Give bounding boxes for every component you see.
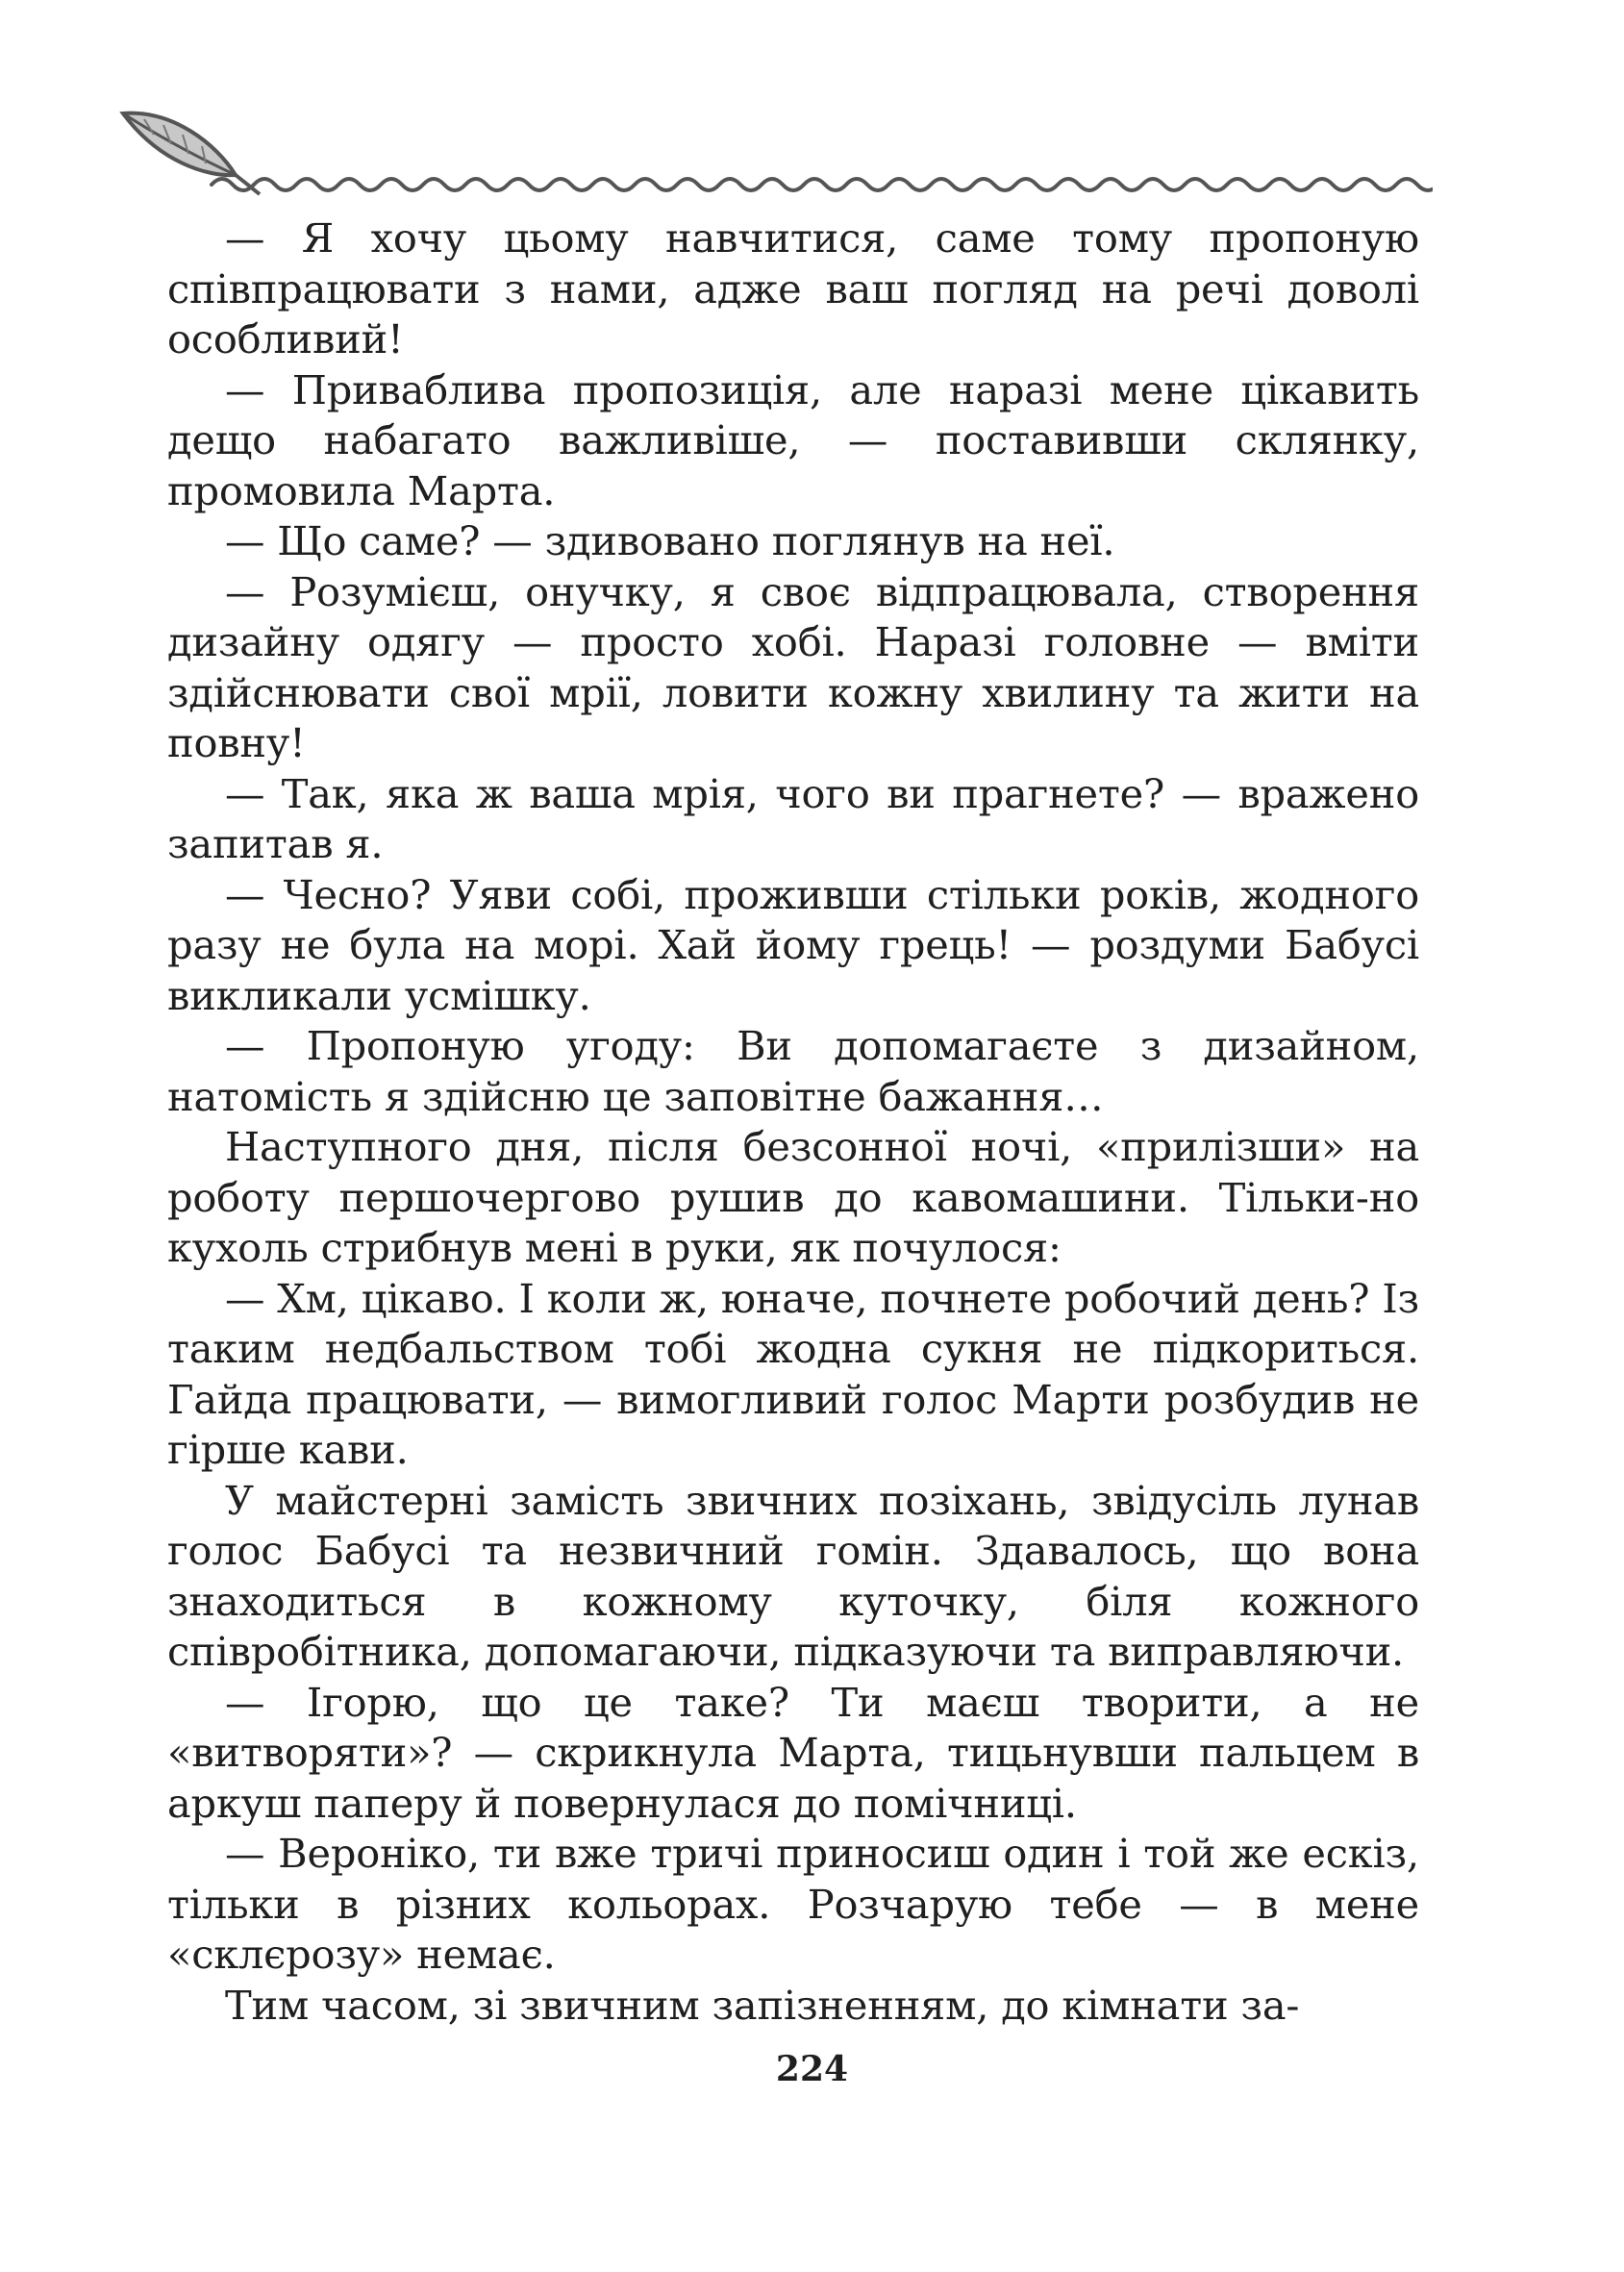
feather-icon [123, 113, 260, 194]
paragraph: — Ігорю, що це таке? Ти маєш творити, а не «витворяти»? — скрикнула Марта, тицьнувши пальцем в аркуш паперу й повернулася до помічниці. [167, 1678, 1419, 1827]
paragraph: — Що саме? — здивовано поглянув на неї. [225, 517, 1115, 564]
paragraph: — Вероніко, ти вже тричі приносиш один і той же ескіз, тільки в різних кольорах. Розчарую тебе — в мене «склєрозу» немає. [167, 1830, 1419, 1978]
wavy-divider [212, 179, 1433, 190]
paragraph: У майстерні замість звичних позіхань, звідусіль лунав голос Бабусі та незвичний гомін. Здавалось, що вона знаходиться в кожному куточку, біля кожного співробітника, допомагаючи, підказуючи та виправляючи. [167, 1476, 1419, 1675]
body-text [167, 213, 1419, 2031]
paragraph: — Я хочу цьому навчитися, саме тому пропоную співпрацювати з нами, адже ваш погляд на речі доволі особливий! [167, 214, 1419, 362]
paragraph: — Так, яка ж ваша мрія, чого ви прагнете? — вражено запитав я. [167, 769, 1419, 867]
paragraph: — Пропоную угоду: Ви допомагаєте з дизайном, натомість я здійсню це заповітне бажання… [167, 1022, 1419, 1120]
paragraph: Наступного дня, після безсонної ночі, «прилізши» на роботу першочергово рушив до кавомашини. Тільки-но кухоль стрибнув мені в руки, як почулося: [167, 1123, 1419, 1271]
paragraph: — Хм, цікаво. І коли ж, юначе, почнете робочий день? Із таким недбальством тобі жодна сукня не підкориться. Гайда працювати, — вимогливий голос Марти розбудив не гірше кави. [167, 1274, 1419, 1473]
header-ornament [115, 106, 1433, 202]
paragraph: — Чесно? Уяви собі, проживши стільки років, жодного разу не була на морі. Хай йому грець! — роздуми Бабусі викликали усмішку. [167, 870, 1419, 1019]
paragraph: — Приваблива пропозиція, але наразі мене цікавить дещо набагато важливіше, — поставивши склянку, промовила Марта. [167, 365, 1419, 514]
paragraph: Тим часом, зі звичним запізненням, до кімнати за- [225, 1981, 1300, 2029]
paragraph: — Розумієш, онучку, я своє відпрацювала, створення дизайну одягу — просто хобі. Наразі головне — вміти здійснювати свої мрії, ловити кожну хвилину та жити на повну! [167, 567, 1419, 766]
page-number: 224 [775, 2049, 849, 2089]
